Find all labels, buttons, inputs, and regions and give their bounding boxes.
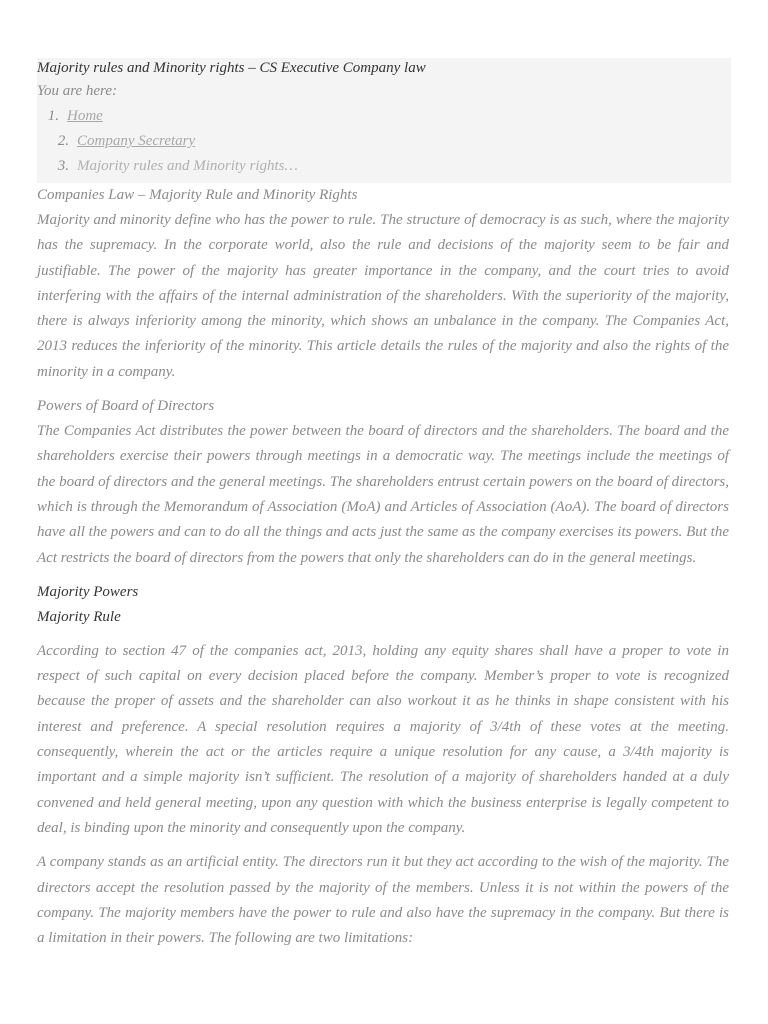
- majority-rule-paragraph-1: According to section 47 of the companies act, 2013, holding any equity shares shall have a proper to vote in respect of such capital on every decision placed before the company. Member’s proper to vote is recognized because the proper of assets and the shareholder can also workout it as he thinks in shape consistent with his interest and preference. A special resolution requires a majority of 3/4th of these votes at the meeting. consequently, wherein the act or the articles require a unique resolution for any cause, a 3/4th majority is important and a simple majority isn’t sufficient. The resolution of a majority of shareholders handed at a duly convened and held general meeting, upon any question with which the business enterprise is legally competent to deal, is binding upon the minority and consequently upon the company.: [37, 642, 729, 836]
- page-title: Majority rules and Minority rights – CS Executive Company law: [37, 60, 426, 76]
- intro-heading: Companies Law – Majority Rule and Minority Rights: [37, 187, 358, 203]
- breadcrumb-number: 2.: [57, 133, 69, 149]
- breadcrumb-link-home[interactable]: Home: [67, 108, 103, 124]
- majority-rule-paragraph-2: A company stands as an artificial entity. The directors run it but they act according to the wish of the majority. The directors accept the resolution passed by the majority of the members. Unless it is not within the powers of the company. The majority members have the power to rule and also have the supremacy in the company. But there is a limitation in their powers. The following are two limitations:: [37, 854, 729, 947]
- breadcrumb: [37, 104, 731, 179]
- majority-powers-heading: Majority Powers: [37, 583, 139, 600]
- breadcrumb-item-company-secretary: [37, 129, 731, 154]
- breadcrumb-number: 1.: [47, 108, 59, 124]
- breadcrumb-current: Majority rules and Minority rights…: [77, 158, 298, 174]
- breadcrumb-item-current: [37, 154, 731, 179]
- header-box: [37, 58, 731, 183]
- breadcrumb-item-home: [37, 104, 731, 129]
- breadcrumb-number: 3.: [57, 158, 69, 174]
- intro-paragraph: Majority and minority define who has the power to rule. The structure of democracy is as such, where the majority has the supremacy. In the corporate world, also the rule and decisions of the majority seem to be fair and justifiable. The power of the majority has greater importance in the company, and the court tries to avoid interfering with the affairs of the internal administration of the shareholders. With the superiority of the majority, there is always inferiority among the minority, which shows an unbalance in the company. The Companies Act, 2013 reduces the inferiority of the minority. This article details the rules of the majority and also the rights of the minority in a company.: [37, 212, 729, 380]
- you-are-here-label: You are here:: [37, 83, 117, 99]
- majority-rule-heading: Majority Rule: [37, 608, 121, 625]
- board-paragraph: The Companies Act distributes the power between the board of directors and the shareholders. The board and the shareholders exercise their powers through meetings in a democratic way. The meetings include the meetings of the board of directors and the general meetings. The shareholders entrust certain powers on the board of directors, which is through the Memorandum of Association (MoA) and Articles of Association (AoA). The board of directors have all the powers and can to do all the things and acts just the same as the company exercises its powers. But the Act restricts the board of directors from the powers that only the shareholders can do in the general meetings.: [37, 423, 729, 566]
- breadcrumb-link-company-secretary[interactable]: Company Secretary: [77, 133, 196, 149]
- board-heading: Powers of Board of Directors: [37, 398, 215, 415]
